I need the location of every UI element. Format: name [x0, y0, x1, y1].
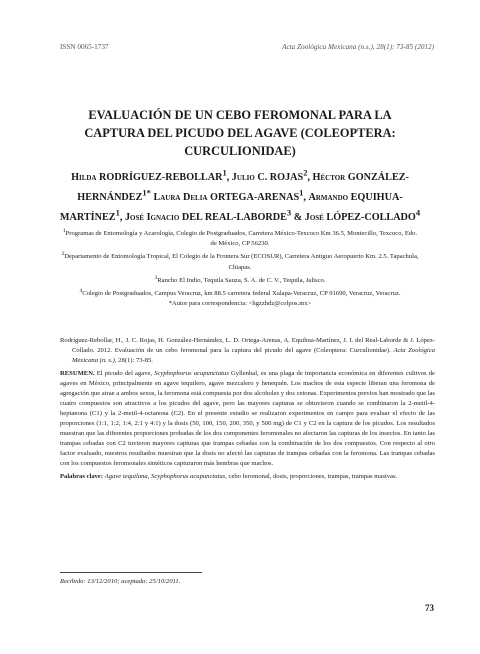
citation: Rodríguez-Rebollar, H., J. C. Rojas, H. González-Hernández, L. D. Ortega-Arenas, A. Equihua-Martínez, J. I. del Real-Laborde & J. López-Collado. 2012. Evaluación de un cebo feromonal para la captura del picudo del agave (Coleoptera: Curculionidae). Acta Zoológica Mexicana (n. s.), 28(1): 73-85.: [60, 337, 435, 364]
affiliation: $^2$Departamento de Entomología Tropical, El Colegio de la Frontera Sur (ECOSUR), Carretera Antiguo Aeropuerto Km. 2.5. Tapachula, Chiapas.: [61, 251, 419, 271]
affiliation: $^1$Programas de Entomología y Acarología, Colegio de Postgraduados, Carretera México-Texcoco Km 36.5, Montecillo, Texcoco, Edo. de México, CP 56230.: [62, 228, 418, 248]
author: Laura Delia ORTEGA-ARENAS$^1$,: [153, 187, 306, 204]
corresponding-author: *Autor para correspondencia: <hgzzhdz@colpos.mx>: [168, 300, 312, 308]
footnote-divider: [60, 572, 202, 573]
issn-label: ISSN 0065-1737: [60, 43, 109, 51]
author: Hilda RODRÍGUEZ-REBOLLAR$^1$,: [71, 168, 230, 184]
resumen: RESUMEN. El picudo del agave, Scyphophorus acupunctatus Gyllenhal, es una plaga de importancia económica en diferentes cultivos de agaves en México, principalmente en agave tequilero, agave mezcalero y henequén. Los machos de esta especie liberan una feromona de agregación que atrae a ambos sexos, la feromona está compuesta por dos alcoholes y dos cetonas. Experimentos previos han mostrado que las cuatro compuestos son atractivos a los picudos del agave, pero las mayores capturas se obtuvieron cuando se combinaron la 2-metil-4-heptanona (C1) y la 2-metil-4-octanona (C2). En el presente estudio se realizaron experimentos en campo para evaluar el efecto de las proporciones (1:1, 1:2, 1:4, 2:1 y 4:1) y la dosis (50, 100, 150, 200, 350, y 500 mg) de C1 y C2 en la captura de los picudos. Los resultados muestran que las diferentes proporciones probadas de los dos componentes feromonales no afectaron las capturas de los insectos. En tanto las trampas cebadas con C2 tuvieron mayores capturas que trampas cebadas con la combinación de los dos compuestos. Con respecto al otro factor evaluado, nuestros resultados muestran que la dosis no afectó las capturas de trampas cebadas con la feromona. Las trampas cebadas con los compuestos feromonales sintéticos capturaron más hembras que machos.: [60, 370, 435, 467]
affiliations: [60, 226, 420, 309]
author: José LÓPEZ-COLLADO$^4$: [304, 207, 421, 223]
journal-header: Acta Zoológica Mexicana (n.s.), 28(1): 73-85 (2012): [282, 43, 434, 51]
affiliation: $^4$Colegio de Postgraduados, Campus Veracruz, km 88.5 carretera federal Xalapa-Veracruz, CP 91690, Veracruz, Veracruz.: [79, 288, 401, 298]
keywords: Palabras clave: Agave tequilana, Scyphophorus acupunctatus, cebo feromonal, dosis, proporciones, trampas, trampas masivas.: [60, 473, 398, 480]
article-title: EVALUACIÓN DE UN CEBO FEROMONAL PARA LA CAPTURA DEL PICUDO DEL AGAVE (COLEOPTERA: CURCULIONIDAE): [84, 108, 396, 158]
author: Armando EQUIHUA-MARTÍNEZ$^1$,: [59, 192, 403, 223]
author-list: [56, 166, 424, 225]
affiliation: $^3$Rancho El Indio, Tequila Sauza, S. A. de C. V., Tequila, Jalisco.: [154, 274, 326, 284]
received-date: Recibido: 13/12/2010; aceptado: 25/10/2011.: [60, 578, 181, 585]
author: José Ignacio DEL REAL-LABORDE$^3$ &: [124, 207, 303, 223]
page-number: 73: [425, 603, 434, 613]
author: Julio C. ROJAS$^2$,: [231, 168, 310, 184]
abstract-block: [60, 336, 435, 485]
author: Héctor GONZÁLEZ-$HERNÁNDEZ^{1*}$: [77, 172, 409, 204]
